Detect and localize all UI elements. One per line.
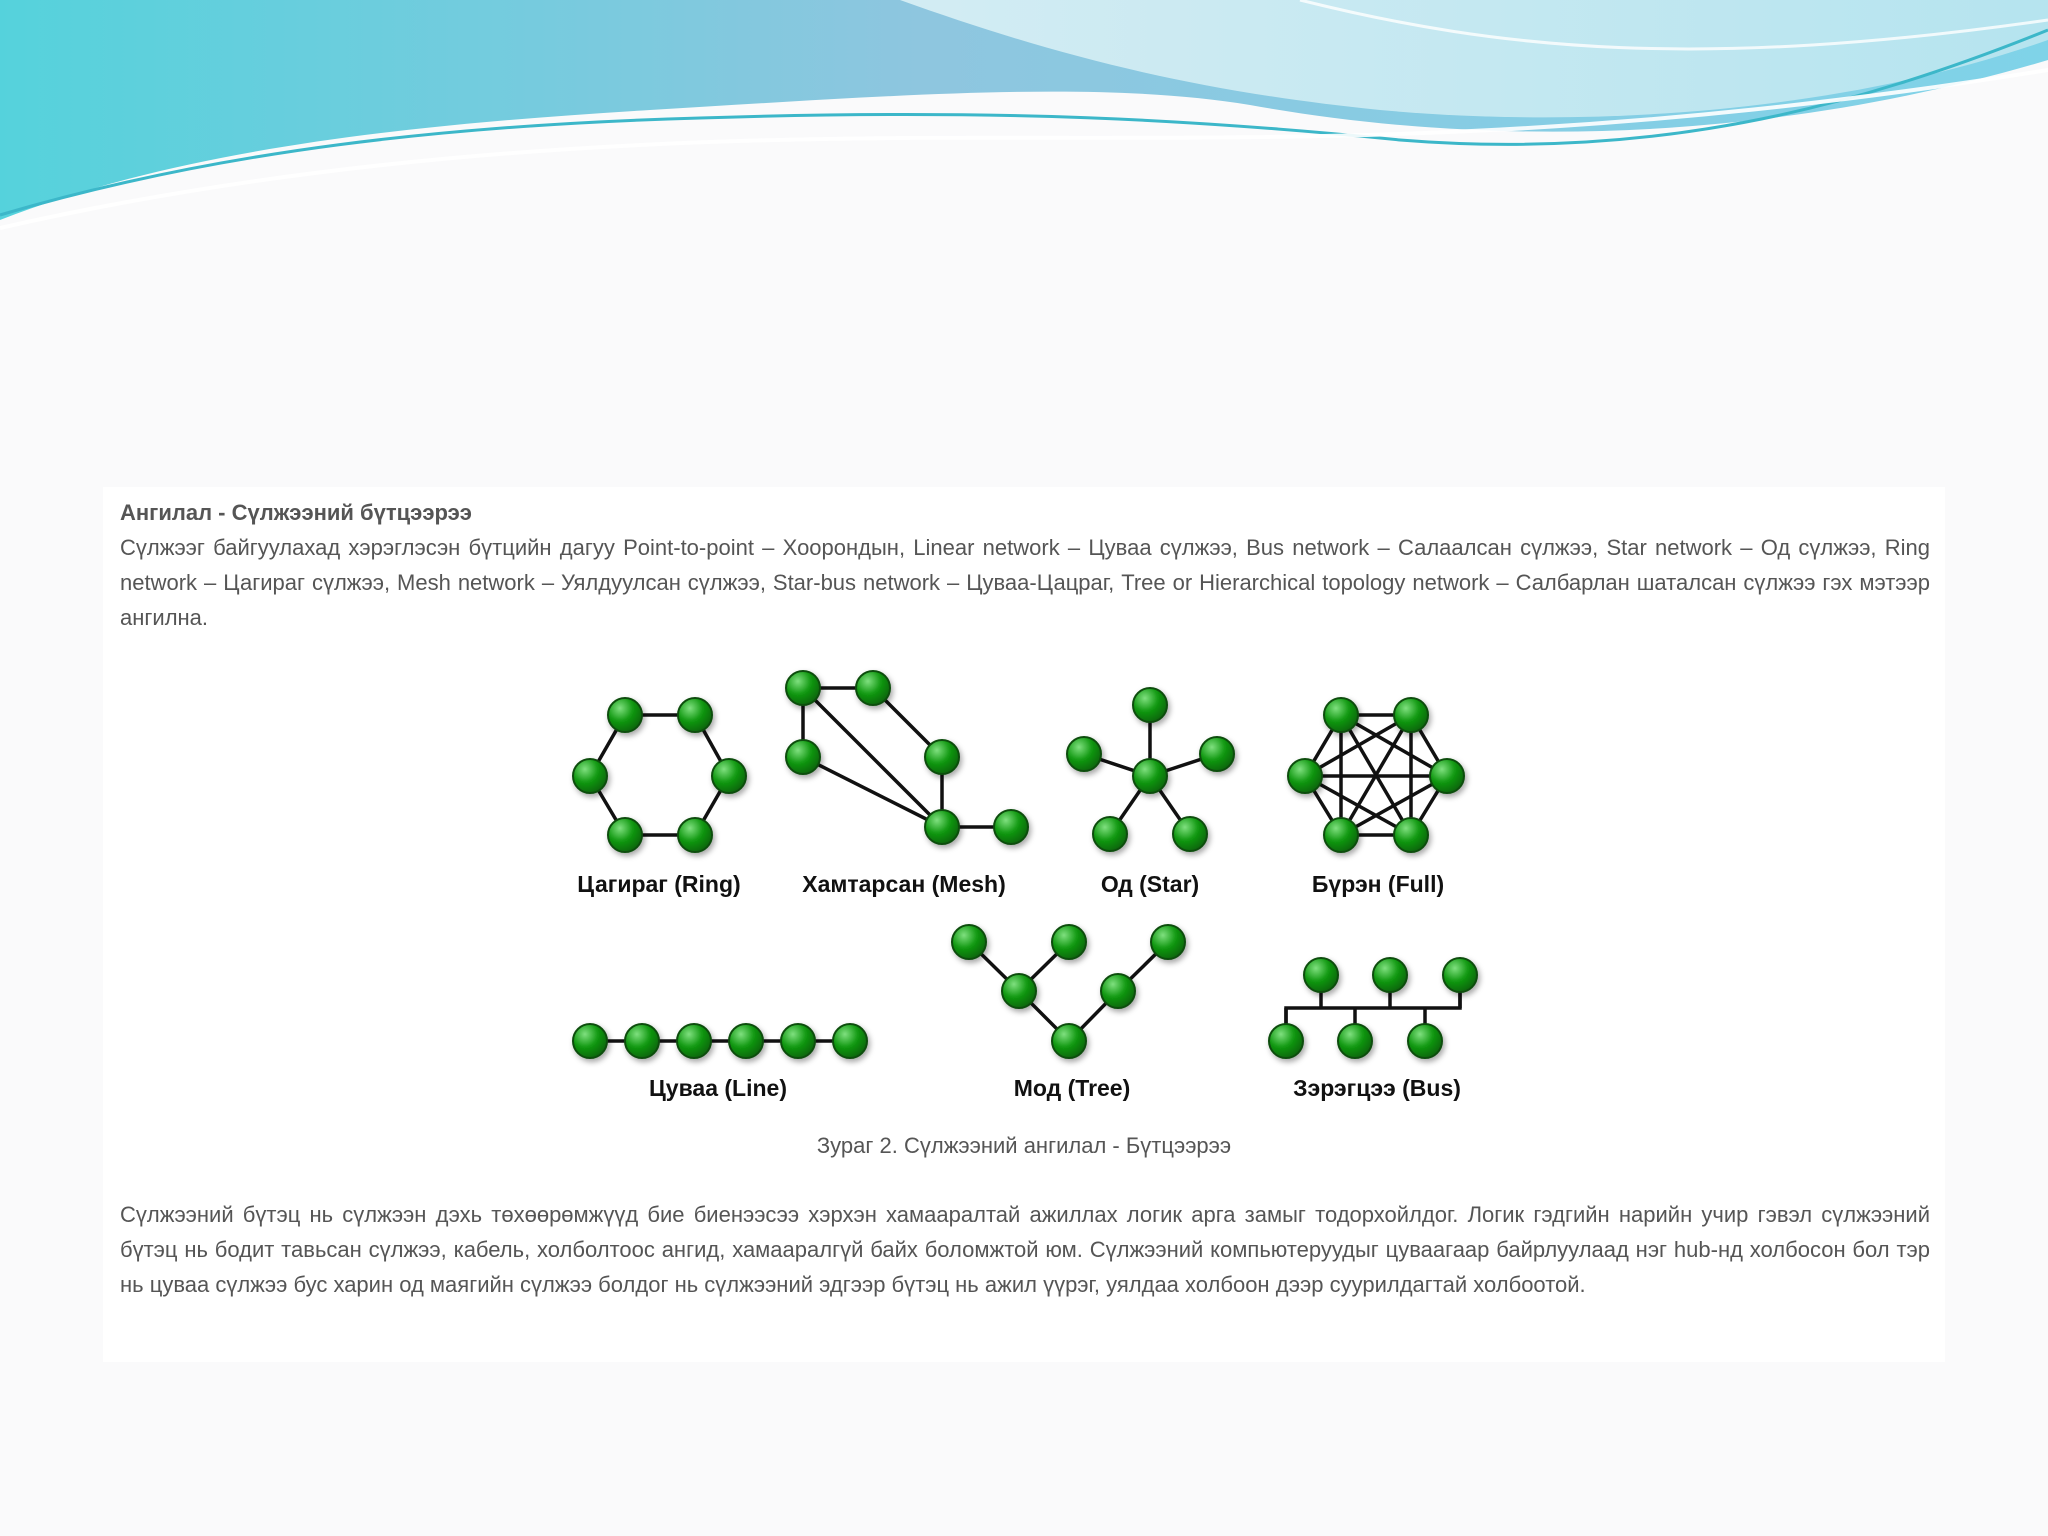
bus-node	[1304, 958, 1338, 992]
tree-node	[1101, 974, 1135, 1008]
line-node	[677, 1024, 711, 1058]
full-node	[1394, 698, 1428, 732]
full-node	[1324, 698, 1358, 732]
label-full: Бүрэн (Full)	[1311, 871, 1445, 897]
tree-node	[1052, 925, 1086, 959]
mesh-node	[994, 810, 1028, 844]
label-star: Од (Star)	[1100, 871, 1200, 897]
tree-node	[1002, 974, 1036, 1008]
full-node	[1324, 818, 1358, 852]
header-wave-decoration	[0, 0, 2048, 240]
star-node	[1067, 737, 1101, 771]
mesh-node	[925, 740, 959, 774]
body-paragraph: Сүлжээний бүтэц нь сүлжээн дэхь төхөөрөмжүүд бие биенээсээ хэрхэн хамааралтай ажиллах логик арга замыг тодорхойлдог. Логик гэдгийн нарийн учир гэвэл сүлжээний бүтэц нь бодит тавьсан сүлжээ, кабель, холболтоос ангид, хамааралгүй байх боломжтой юм. Сүлжээний компьютеруудыг цуваагаар байрлуулаад нэг hub-нд холбосон бол тэр нь цуваа сүлжээ бус харин од маягийн сүлжээ болдог нь сүлжээний эдгээр бүтэц нь ажил үүрэг, уялдаа холбоон дээр суурилдагтай холбоотой.	[120, 1202, 1930, 1297]
label-line: Цуваа (Line)	[649, 1075, 787, 1101]
ring-node	[712, 759, 746, 793]
tree-node	[1151, 925, 1185, 959]
label-mesh: Хамтарсан (Mesh)	[802, 871, 1006, 897]
full-node	[1430, 759, 1464, 793]
mesh-node	[925, 810, 959, 844]
mesh-node	[786, 671, 820, 705]
topology-figure	[103, 487, 1945, 1127]
article-content	[103, 487, 1945, 1362]
full-node	[1394, 818, 1428, 852]
ring-node	[608, 698, 642, 732]
bus-node	[1443, 958, 1477, 992]
section-heading: Ангилал - Сүлжээний бүтцээрээ	[120, 500, 472, 525]
mesh-link	[803, 688, 942, 827]
star-node	[1173, 817, 1207, 851]
star-node	[1133, 688, 1167, 722]
star-node	[1200, 737, 1234, 771]
label-ring: Цагираг (Ring)	[577, 871, 741, 897]
full-node	[1288, 759, 1322, 793]
tree-node	[1052, 1024, 1086, 1058]
ring-node	[608, 818, 642, 852]
line-node	[833, 1024, 867, 1058]
tree-node	[952, 925, 986, 959]
star-node	[1093, 817, 1127, 851]
star-hub-node	[1133, 759, 1167, 793]
bus-node	[1338, 1024, 1372, 1058]
line-node	[573, 1024, 607, 1058]
line-node	[625, 1024, 659, 1058]
bus-node	[1269, 1024, 1303, 1058]
line-node	[729, 1024, 763, 1058]
ring-node	[678, 818, 712, 852]
ring-node	[678, 698, 712, 732]
label-tree: Мод (Tree)	[1013, 1075, 1131, 1101]
mesh-node	[786, 740, 820, 774]
line-node	[781, 1024, 815, 1058]
label-bus: Зэрэгцээ (Bus)	[1293, 1075, 1461, 1101]
intro-paragraph: Сүлжээг байгуулахад хэрэглэсэн бүтцийн дагуу Point-to-point – Хоорондын, Linear network – Цуваа сүлжээ, Bus network – Салаалсан сүлжээ, Star network – Од сүлжээ, Ring network – Цагираг сүлжээ, Mesh network – Уялдуулсан сүлжээ, Star-bus network – Цуваа-Цацраг, Tree or Hierarchical topology network – Салбарлан шаталсан сүлжээ гэх мэтээр ангилна.	[120, 535, 1930, 630]
ring-node	[573, 759, 607, 793]
bus-node	[1408, 1024, 1442, 1058]
figure-caption: Зураг 2. Сүлжээний ангилал - Бүтцээрээ	[816, 1133, 1232, 1158]
bus-node	[1373, 958, 1407, 992]
mesh-link	[803, 757, 942, 827]
mesh-node	[856, 671, 890, 705]
